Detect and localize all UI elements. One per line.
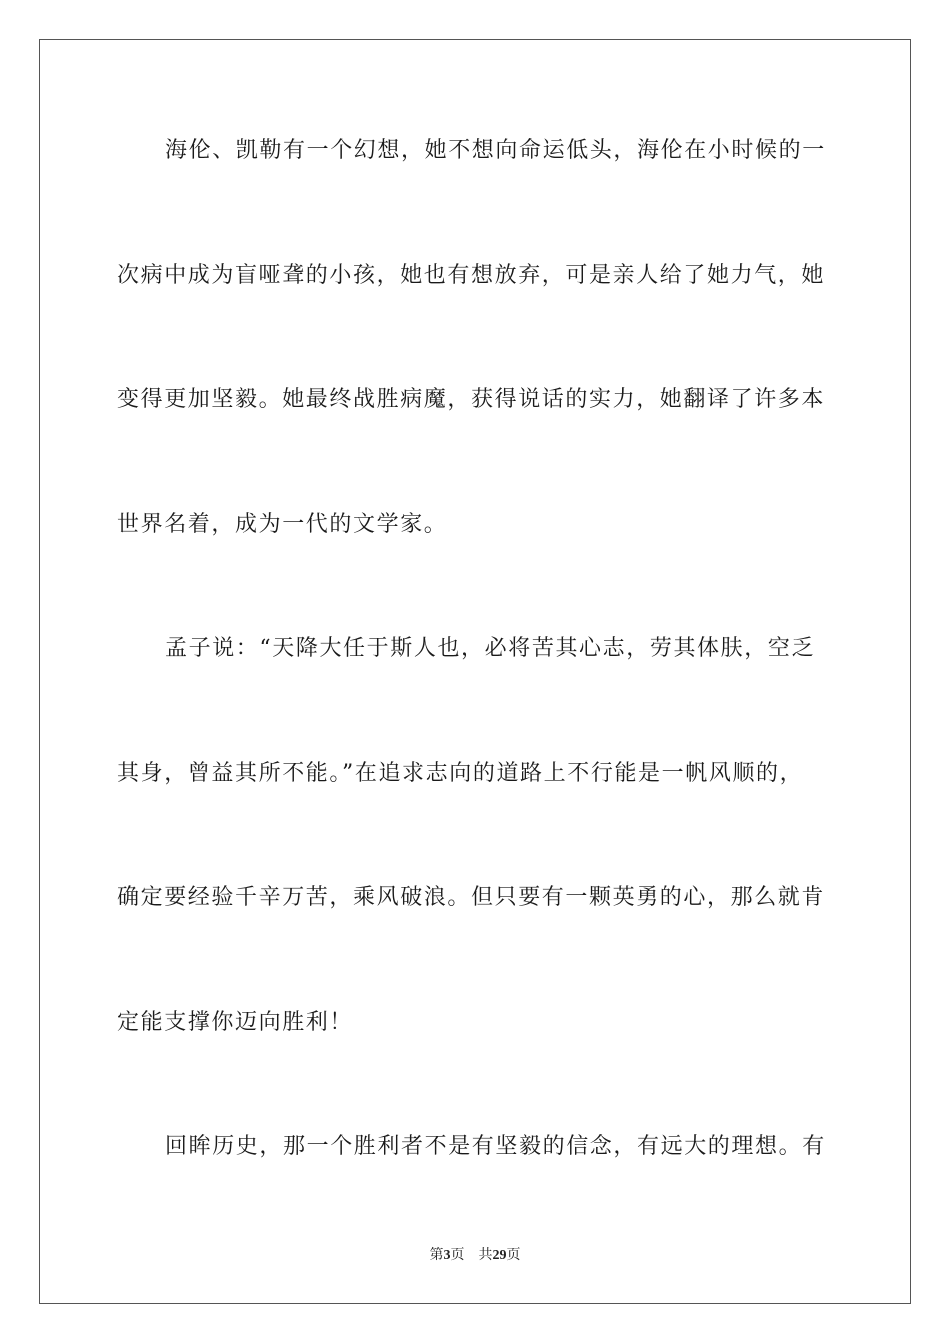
paragraph-2-line-3: 确定要经验千辛万苦，乘风破浪。但只要有一颗英勇的心，那么就肯 — [117, 885, 826, 910]
total-prefix: 共 — [478, 1248, 493, 1263]
total-page-count: 29 — [492, 1248, 507, 1263]
page-suffix: 页 — [450, 1248, 465, 1263]
page-border — [39, 39, 911, 1304]
paragraph-1-line-4: 世界名着，成为一代的文学家。 — [117, 512, 448, 537]
paragraph-1-line-1: 海伦、凯勒有一个幻想，她不想向命运低头，海伦在小时候的一 — [165, 138, 826, 163]
page-prefix: 第 — [429, 1248, 444, 1263]
current-page-number: 3 — [443, 1248, 451, 1263]
paragraph-1-line-2: 次病中成为盲哑聋的小孩，她也有想放弃，可是亲人给了她力气，她 — [117, 263, 826, 288]
paragraph-2-line-2: 其身，曾益其所不能。”在追求志向的道路上不行能是一帆风顺的， — [117, 761, 804, 786]
paragraph-3-line-1: 回眸历史，那一个胜利者不是有坚毅的信念，有远大的理想。有 — [165, 1134, 826, 1159]
paragraph-1-line-3: 变得更加坚毅。她最终战胜病魔，获得说话的实力，她翻译了许多本 — [117, 387, 826, 412]
total-suffix: 页 — [506, 1248, 521, 1263]
paragraph-2-line-1: 孟子说：“天降大任于斯人也，必将苦其心志，劳其体肤，空乏 — [165, 636, 816, 661]
paragraph-2-line-4: 定能支撑你迈向胜利！ — [117, 1010, 354, 1035]
page-footer — [0, 1247, 950, 1265]
